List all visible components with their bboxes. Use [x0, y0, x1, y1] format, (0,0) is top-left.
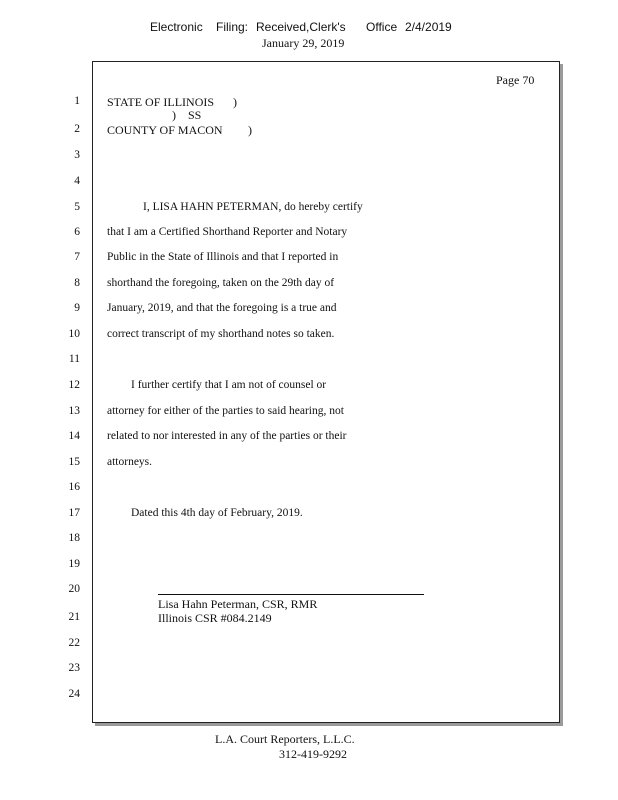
transcript-line: that I am a Certified Shorthand Reporter and Notary	[107, 226, 348, 238]
line-number: 1	[74, 95, 80, 107]
page-number: Page 70	[496, 73, 535, 87]
caption-ss: SS	[188, 108, 202, 122]
line-number: 4	[74, 175, 80, 187]
header-electronic: Electronic	[150, 20, 203, 34]
line-number: 14	[68, 430, 80, 442]
transcript-line: related to nor interested in any of the parties or their	[107, 430, 347, 442]
caption-state: STATE OF ILLINOIS	[107, 95, 215, 109]
header-office: Office	[366, 20, 398, 34]
line-number: 17	[68, 507, 80, 519]
header-filing: Filing:	[216, 20, 249, 34]
transcript-line: I further certify that I am not of counsel or	[131, 379, 327, 391]
transcript-line: attorney for either of the parties to said hearing, not	[107, 405, 344, 417]
line-number: 3	[74, 149, 80, 161]
line-number: 10	[68, 328, 80, 340]
line-number: 6	[74, 226, 80, 238]
line-number: 7	[74, 251, 80, 263]
line-number: 20	[68, 583, 80, 595]
line-number: 9	[74, 302, 80, 314]
footer-company: L.A. Court Reporters, L.L.C.	[215, 732, 355, 746]
caption-county: COUNTY OF MACON	[107, 123, 223, 137]
line-number: 15	[68, 456, 80, 468]
transcript-line: Public in the State of Illinois and that I reported in	[107, 251, 339, 263]
line-number: 18	[68, 532, 80, 544]
header-filed-date: 2/4/2019	[405, 20, 452, 34]
line-number: 11	[68, 353, 80, 365]
line-number: 23	[68, 662, 80, 674]
transcript-line: shorthand the foregoing, taken on the 29th day of	[107, 277, 335, 289]
line-number: 16	[68, 481, 80, 493]
transcript-line: attorneys.	[107, 456, 153, 468]
filing-stamp-header	[0, 20, 618, 54]
line-number: 21	[68, 611, 80, 623]
line-number: 22	[68, 637, 80, 649]
header-hearing-date: January 29, 2019	[262, 36, 345, 50]
signature-line	[158, 594, 424, 595]
line-number: 2	[74, 123, 80, 135]
signature-name: Lisa Hahn Peterman, CSR, RMR	[158, 597, 318, 611]
line-number: 13	[68, 405, 80, 417]
line-number: 19	[68, 558, 80, 570]
caption-paren: )	[233, 95, 237, 109]
line-number: 8	[74, 277, 80, 289]
header-received: Received,Clerk's	[256, 20, 346, 34]
line-number: 24	[68, 688, 80, 700]
transcript-line: correct transcript of my shorthand notes so taken.	[107, 328, 335, 340]
line-number: 5	[74, 201, 80, 213]
transcript-line: January, 2019, and that the foregoing is a true and	[107, 302, 337, 314]
transcript-line: Dated this 4th day of February, 2019.	[131, 507, 303, 519]
signature-license: Illinois CSR #084.2149	[158, 611, 272, 625]
line-number: 12	[68, 379, 80, 391]
transcript-line: I, LISA HAHN PETERMAN, do hereby certify	[143, 201, 363, 213]
footer-phone: 312-419-9292	[279, 747, 347, 761]
caption-ss-paren: )	[172, 108, 176, 122]
caption-paren: )	[248, 123, 252, 137]
